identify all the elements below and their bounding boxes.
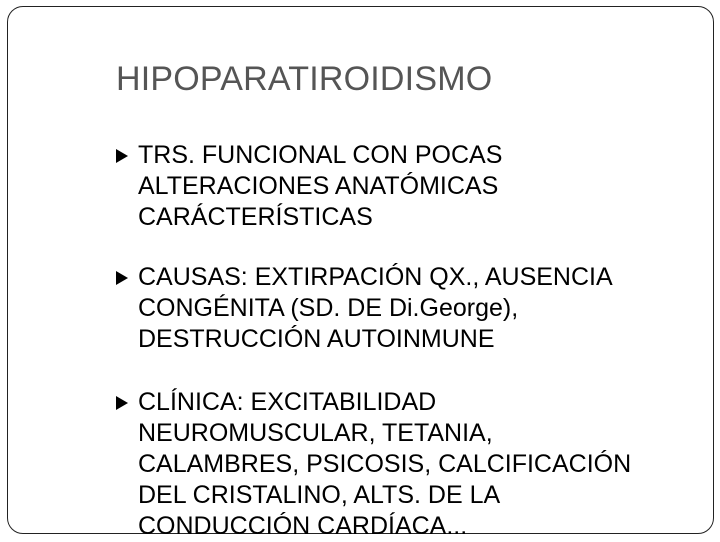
bullet-line: CLÍNICA: EXCITABILIDAD <box>138 388 437 416</box>
arrow-bullet-icon <box>116 149 128 163</box>
bullet-line: CONGÉNITA (SD. DE Di.George), <box>138 294 519 322</box>
bullet-text <box>138 262 713 355</box>
bullet-line: NEUROMUSCULAR, TETANIA, <box>138 419 493 447</box>
bullet-text <box>138 140 713 233</box>
bullet-line: CONDUCCIÓN CARDÍACA... <box>138 512 468 540</box>
arrow-bullet-icon <box>116 396 128 410</box>
bullet-line: DESTRUCCIÓN AUTOINMUNE <box>138 325 495 353</box>
bullet-line: CAUSAS: EXTIRPACIÓN QX., AUSENCIA <box>138 263 613 291</box>
bullet-line: TRS. FUNCIONAL CON POCAS <box>138 141 503 169</box>
arrow-bullet-icon <box>116 271 128 285</box>
bullet-line: DEL CRISTALINO, ALTS. DE LA <box>138 481 501 509</box>
bullet-line: CARÁCTERÍSTICAS <box>138 203 373 231</box>
bullet-text <box>138 387 713 542</box>
bullet-line: ALTERACIONES ANATÓMICAS <box>138 172 499 200</box>
slide-title: HIPOPARATIROIDISMO <box>116 60 493 98</box>
bullet-line: CALAMBRES, PSICOSIS, CALCIFICACIÓN <box>138 450 632 478</box>
